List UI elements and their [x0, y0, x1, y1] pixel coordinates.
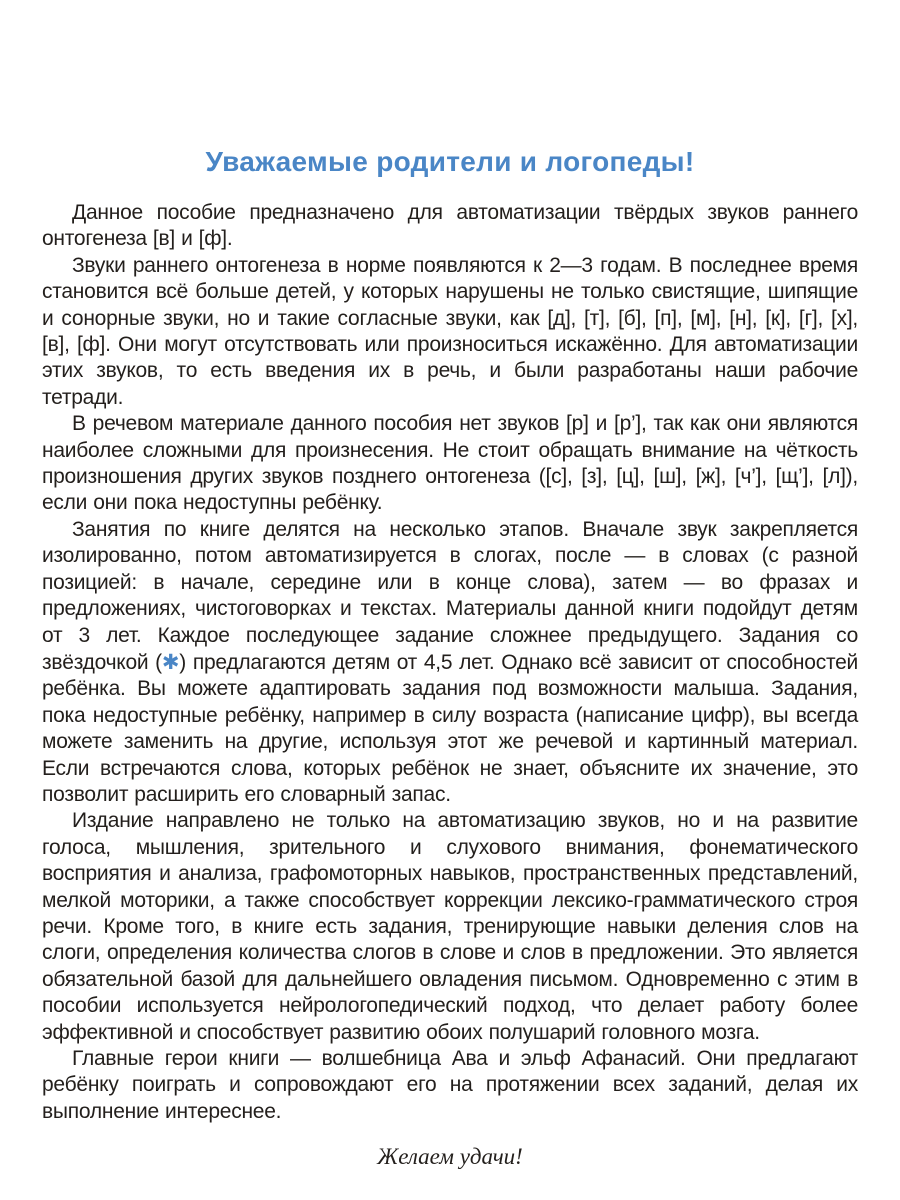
paragraph-1: Данное пособие предназначено для автоматизации твёрдых звуков раннего онтогенеза [в] и [ф].	[42, 201, 858, 251]
page-title: Уважаемые родители и логопеды!	[205, 146, 695, 177]
paragraph-4-text-continued: ) предлагаются детям от 4,5 лет. Однако всё зависит от способностей ребёнка. Вы можете адаптировать задания под возможности малыша. Задания, пока недоступные ребёнку, например в силу возраста (написание цифр), вы всегда можете заменить на другие, используя этот же речевой и картинный материал. Если встречаются слова, которых ребёнок не знает, объясните их значение, это позволит расширить его словарный запас.	[42, 650, 858, 806]
paragraph-4-text: Занятия по книге делятся на несколько этапов. Вначале звук закрепляется изолированно, потом автоматизируется в слогах, после — в словах (с разной позицией: в начале, середине или в конце слова), затем — во фразах и предложениях, чистоговорках и текстах. Материалы данной книги подойдут детям от 3 лет. Каждое последующее задание сложнее предыдущего. Задания со звёздочкой (	[42, 517, 858, 674]
paragraph-6: Главные герои книги — волшебница Ава и эльф Афанасий. Они предлагают ребёнку поиграть и сопровождают его на протяжении всех заданий, делая их выполнение интереснее.	[42, 1047, 858, 1123]
intro-text-block	[42, 200, 858, 1125]
star-asterisk-icon: ✱	[161, 649, 180, 674]
paragraph-3: В речевом материале данного пособия нет звуков [р] и [р’], так как они являются наиболее сложными для произнесения. Не стоит обращать внимание на чёткость произношения других звуков позднего онтогенеза ([с], [з], [ц], [ш], [ж], [ч’], [щ’], [л]), если они пока недоступны ребёнку.	[42, 412, 858, 515]
paragraph-2: Звуки раннего онтогенеза в норме появляются к 2—3 годам. В последнее время становится всё больше детей, у которых нарушены не только свистящие, шипящие и сонорные звуки, но и такие согласные звуки, как [д], [т], [б], [п], [м], [н], [к], [г], [х], [в], [ф]. Они могут отсутствовать или произноситься искажённо. Для автоматизации этих звуков, то есть введения их в речь, и были разработаны наши рабочие тетради.	[42, 253, 858, 409]
signoff-wish: Желаем удачи!	[377, 1144, 523, 1170]
paragraph-4	[42, 517, 858, 808]
paragraph-5: Издание направлено не только на автоматизацию звуков, но и на развитие голоса, мышления, зрительного и слухового внимания, фонематического восприятия и анализа, графомоторных навыков, пространственных представлений, мелкой моторики, а также способствует коррекции лексико-грамматического строя речи. Кроме того, в книге есть задания, тренирующие навыки деления слов на слоги, определения количества слогов в слове и слов в предложении. Это является обязательной базой для дальнейшего овладения письмом. Одновременно с этим в пособии используется нейрологопедический подход, что делает работу более эффективной и способствует развитию обоих полушарий головного мозга.	[42, 809, 858, 1044]
